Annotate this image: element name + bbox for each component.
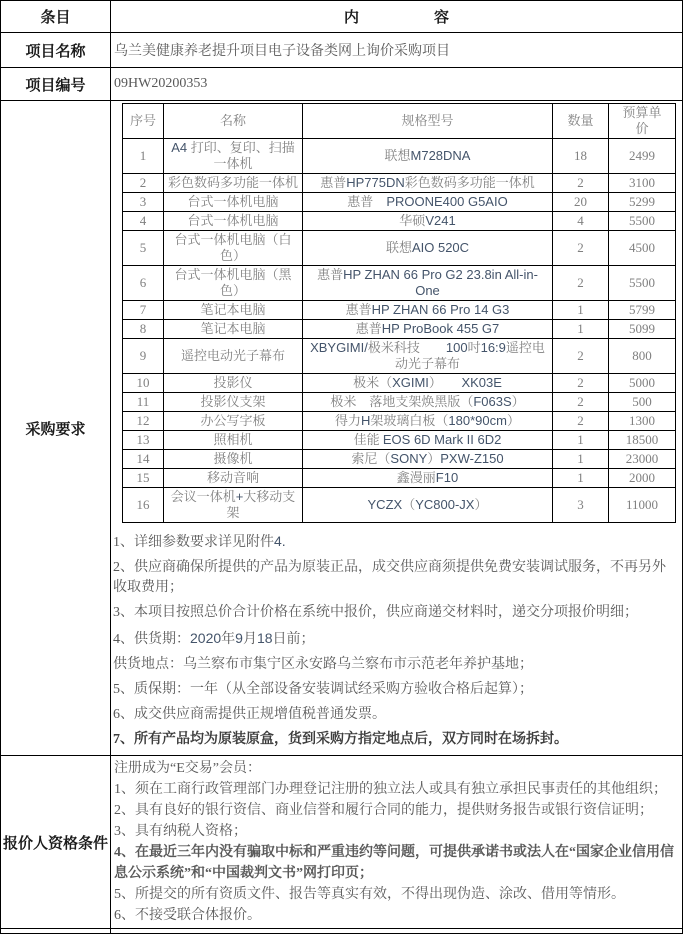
item-qty: 2 xyxy=(553,231,609,266)
latin-text: XK03E xyxy=(461,375,502,390)
item-spec: 惠普HP775DN彩色数码多功能一体机 xyxy=(303,174,553,193)
item-name: 办公写字板 xyxy=(164,412,303,431)
procurement-content xyxy=(111,101,683,756)
project-number-value: 09HW20200353 xyxy=(111,68,683,101)
item-no: 13 xyxy=(123,431,164,450)
item-spec: 惠普 PROONE400 G5AIO xyxy=(303,193,553,212)
item-price: 5099 xyxy=(609,320,676,339)
item-spec: 极米（XGIMI） XK03E xyxy=(303,374,553,393)
item-price: 500 xyxy=(609,393,676,412)
procurement-note: 5、质保期：一年（从全部设备安装调试经采购方验收合格后起算）； xyxy=(113,682,533,697)
item-no: 6 xyxy=(123,266,164,301)
qualification-row xyxy=(1,756,683,929)
item-qty: 2 xyxy=(553,339,609,374)
item-name: 会议一体机+大移动支架 xyxy=(164,488,303,523)
item-price: 23000 xyxy=(609,450,676,469)
latin-text: HP ZHAN 66 Pro 14 G3 xyxy=(371,302,510,317)
item-qty: 2 xyxy=(553,266,609,301)
project-name-row xyxy=(1,33,683,68)
procurement-row xyxy=(1,101,683,756)
item-name: 彩色数码多功能一体机 xyxy=(164,174,303,193)
table-row xyxy=(123,212,676,231)
project-number-row xyxy=(1,68,683,101)
table-row xyxy=(123,139,676,174)
items-col-header: 规格型号 xyxy=(303,104,553,139)
items-col-header: 序号 xyxy=(123,104,164,139)
table-row xyxy=(123,320,676,339)
item-qty: 2 xyxy=(553,174,609,193)
item-name: 台式一体机电脑（白色） xyxy=(164,231,303,266)
item-qty: 2 xyxy=(553,393,609,412)
item-spec: 惠普HP ProBook 455 G7 xyxy=(303,320,553,339)
table-row xyxy=(123,301,676,320)
latin-text: 9 xyxy=(235,630,243,646)
project-number-label: 项目编号 xyxy=(1,68,111,101)
item-price: 5299 xyxy=(609,193,676,212)
qualification-line: 2、具有良好的银行资信、商业信誉和履行合同的能力，提供财务报告或银行资信证明； xyxy=(114,803,653,818)
item-no: 2 xyxy=(123,174,164,193)
procurement-note: 7、所有产品均为原装原盒，货到采购方指定地点后，双方同时在场拆封。 xyxy=(113,732,568,747)
item-qty: 18 xyxy=(553,139,609,174)
table-row xyxy=(123,231,676,266)
qualification-label: 报价人资格条件 xyxy=(1,756,111,929)
table-row xyxy=(123,266,676,301)
latin-text: 180*90cm xyxy=(448,413,507,428)
item-price: 5799 xyxy=(609,301,676,320)
item-no: 8 xyxy=(123,320,164,339)
items-col-header: 数量 xyxy=(553,104,609,139)
item-no: 12 xyxy=(123,412,164,431)
procurement-note: 4、供货期：2020年9月18日前； xyxy=(113,630,315,647)
latin-text: 100 xyxy=(445,340,468,355)
item-price: 800 xyxy=(609,339,676,374)
item-spec: 佳能 EOS 6D Mark II 6D2 xyxy=(303,431,553,450)
procurement-note: 1、详细参数要求详见附件4. xyxy=(113,533,286,550)
qualification-line: 5、所提交的所有资质文件、报告等真实有效，不得出现伪造、涂改、借用等情形。 xyxy=(114,887,625,902)
header-row xyxy=(1,1,683,33)
project-name-value: 乌兰美健康养老提升项目电子设备类网上询价采购项目 xyxy=(111,33,683,68)
item-price: 18500 xyxy=(609,431,676,450)
table-row xyxy=(123,412,676,431)
item-no: 9 xyxy=(123,339,164,374)
latin-text: PROONE400 G5AIO xyxy=(386,194,508,209)
item-no: 15 xyxy=(123,469,164,488)
item-name: 摄像机 xyxy=(164,450,303,469)
item-name: 笔记本电脑 xyxy=(164,301,303,320)
qualification-line: 6、不接受联合体报价。 xyxy=(114,908,261,923)
latin-text: 16:9 xyxy=(480,340,506,355)
items-col-header: 预算单价 xyxy=(609,104,676,139)
latin-text: AIO 520C xyxy=(411,240,470,255)
item-qty: 1 xyxy=(553,320,609,339)
item-spec: 惠普HP ZHAN 66 Pro G2 23.8in All-in-One xyxy=(303,266,553,301)
latin-text: M728DNA xyxy=(410,148,471,163)
item-price: 5500 xyxy=(609,212,676,231)
latin-text: A4 xyxy=(171,140,191,155)
item-name: 台式一体机电脑 xyxy=(164,193,303,212)
latin-text: 2020 xyxy=(190,630,222,646)
item-name: A4 打印、复印、扫描一体机 xyxy=(164,139,303,174)
item-no: 14 xyxy=(123,450,164,469)
item-no: 1 xyxy=(123,139,164,174)
items-table xyxy=(122,103,676,523)
item-spec: 鑫漫丽F10 xyxy=(303,469,553,488)
latin-text: HP ZHAN 66 Pro G2 23.8in All-in-One xyxy=(343,267,538,298)
item-price: 3100 xyxy=(609,174,676,193)
procurement-note: 2、供应商确保所提供的产品为原装正品，成交供应商须提供免费安装调试服务，不再另外收取费用； xyxy=(113,560,666,595)
item-qty: 1 xyxy=(553,301,609,320)
item-no: 11 xyxy=(123,393,164,412)
latin-text: SONY xyxy=(390,451,428,466)
latin-text: YCZX xyxy=(367,497,403,512)
table-row xyxy=(123,193,676,212)
project-name-label: 项目名称 xyxy=(1,33,111,68)
item-price: 2000 xyxy=(609,469,676,488)
procurement-note: 6、成交供应商需提供正规增值税普通发票。 xyxy=(113,707,386,722)
item-name: 移动音响 xyxy=(164,469,303,488)
item-spec: 惠普HP ZHAN 66 Pro 14 G3 xyxy=(303,301,553,320)
item-name: 台式一体机电脑 xyxy=(164,212,303,231)
table-row xyxy=(123,488,676,523)
item-qty: 20 xyxy=(553,193,609,212)
item-name: 笔记本电脑 xyxy=(164,320,303,339)
item-spec: 索尼（SONY）PXW-Z150 xyxy=(303,450,553,469)
item-price: 11000 xyxy=(609,488,676,523)
qualification-line: 注册成为“E交易”会员： xyxy=(114,761,261,776)
latin-text: H xyxy=(361,413,371,428)
item-no: 5 xyxy=(123,231,164,266)
item-spec: 极米 落地支架焕黑版（F063S） xyxy=(303,393,553,412)
procurement-note: 供货地点：乌兰察布市集宁区永安路乌兰察布市示范老年养护基地； xyxy=(113,657,533,672)
table-row xyxy=(123,174,676,193)
item-no: 16 xyxy=(123,488,164,523)
item-no: 3 xyxy=(123,193,164,212)
table-row xyxy=(123,431,676,450)
latin-text: PXW-Z150 xyxy=(440,451,504,466)
item-price: 1300 xyxy=(609,412,676,431)
latin-text: EOS 6D Mark II 6D2 xyxy=(382,432,502,447)
cutoff-row xyxy=(1,929,683,934)
item-no: 10 xyxy=(123,374,164,393)
latin-text: 4. xyxy=(274,533,286,549)
item-spec: XBYGIMI/极米科技 100吋16:9遥控电动光子幕布 xyxy=(303,339,553,374)
qualification-line: 3、具有纳税人资格； xyxy=(114,824,247,839)
latin-text: YC800-JX xyxy=(415,497,475,512)
table-row xyxy=(123,374,676,393)
item-spec: 联想M728DNA xyxy=(303,139,553,174)
latin-text: HP775DN xyxy=(346,175,405,190)
qualification-lines xyxy=(114,758,679,926)
header-content-label: 内 容 xyxy=(111,1,683,33)
cutoff-label-cell xyxy=(1,929,111,934)
qualification-content xyxy=(111,756,683,929)
qualification-line: 1、须在工商行政管理部门办理登记注册的独立法人或具有独立承担民事责任的其他组织； xyxy=(114,782,667,797)
items-header-row xyxy=(123,104,676,139)
table-row xyxy=(123,393,676,412)
item-name: 照相机 xyxy=(164,431,303,450)
latin-text: + xyxy=(235,489,244,504)
item-price: 5500 xyxy=(609,266,676,301)
latin-text: XGIMI xyxy=(392,375,429,390)
item-qty: 4 xyxy=(553,212,609,231)
item-qty: 3 xyxy=(553,488,609,523)
table-row xyxy=(123,469,676,488)
header-item-label: 条目 xyxy=(1,1,111,33)
latin-text: 18 xyxy=(256,630,273,646)
qualification-line: 4、在最近三年内没有骗取中标和严重违约等问题，可提供承诺书或法人在“国家企业信用信息公示系统”和“中国裁判文书”网打印页； xyxy=(114,845,674,881)
items-col-header: 名称 xyxy=(164,104,303,139)
item-name: 投影仪支架 xyxy=(164,393,303,412)
latin-text: XBYGIMI/ xyxy=(310,340,368,355)
item-qty: 1 xyxy=(553,469,609,488)
item-price: 5000 xyxy=(609,374,676,393)
procurement-notes xyxy=(113,531,679,750)
item-qty: 1 xyxy=(553,431,609,450)
item-spec: 联想AIO 520C xyxy=(303,231,553,266)
procurement-note: 3、本项目按照总价合计价格在系统中报价，供应商递交材料时，递交分项报价明细； xyxy=(113,605,638,620)
cutoff-content-cell xyxy=(111,929,683,934)
item-spec: 得力H架玻璃白板（180*90cm） xyxy=(303,412,553,431)
latin-text: HP ProBook 455 G7 xyxy=(381,321,500,336)
item-no: 4 xyxy=(123,212,164,231)
item-price: 4500 xyxy=(609,231,676,266)
item-name: 投影仪 xyxy=(164,374,303,393)
item-spec: 华硕V241 xyxy=(303,212,553,231)
procurement-label: 采购要求 xyxy=(1,101,111,756)
item-price: 2499 xyxy=(609,139,676,174)
item-name: 遥控电动光子幕布 xyxy=(164,339,303,374)
latin-text: F063S xyxy=(473,394,512,409)
item-no: 7 xyxy=(123,301,164,320)
item-spec: YCZX（YC800-JX） xyxy=(303,488,553,523)
item-qty: 2 xyxy=(553,374,609,393)
item-qty: 1 xyxy=(553,450,609,469)
table-row xyxy=(123,450,676,469)
table-row xyxy=(123,339,676,374)
latin-text: F10 xyxy=(435,470,459,485)
latin-text: V241 xyxy=(425,213,456,228)
item-name: 台式一体机电脑（黑色） xyxy=(164,266,303,301)
item-qty: 2 xyxy=(553,412,609,431)
